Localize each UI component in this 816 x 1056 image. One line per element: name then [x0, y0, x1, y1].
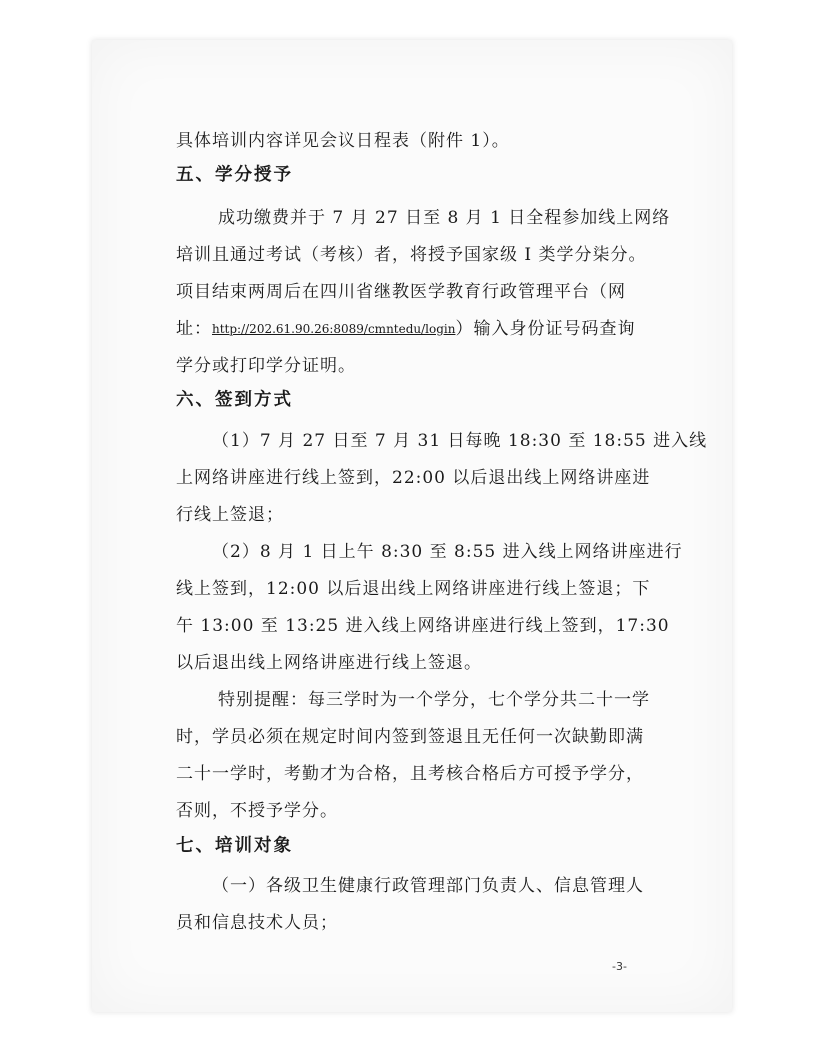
text-line: （2）8 月 1 日上午 8:30 至 8:55 进入线上网络讲座进行	[212, 542, 683, 562]
text-line: （一）各级卫生健康行政管理部门负责人、信息管理人	[212, 876, 644, 896]
text-line: 特别提醒：每三学时为一个学分，七个学分共二十一学	[218, 690, 650, 710]
text-fragment: 址：	[176, 319, 212, 339]
section-heading-credits: 五、学分授予	[176, 165, 293, 185]
section-heading-trainees: 七、培训对象	[176, 836, 293, 856]
text-line: 行线上签退；	[176, 505, 284, 525]
page-number: -3-	[612, 960, 627, 973]
text-line: 线上签到，12:00 以后退出线上网络讲座进行线上签退；下	[176, 579, 651, 599]
text-line: 午 13:00 至 13:25 进入线上网络讲座进行线上签到，17:30	[176, 616, 670, 636]
text-line: 上网络讲座进行线上签到，22:00 以后退出线上网络讲座进	[176, 468, 651, 488]
text-line: 否则，不授予学分。	[176, 801, 338, 821]
text-line: （1）7 月 27 日至 7 月 31 日每晚 18:30 至 18:55 进入线	[212, 431, 708, 451]
text-fragment: ）输入身份证号码查询	[455, 319, 636, 339]
platform-login-link[interactable]: http://202.61.90.26:8089/cmntedu/login	[212, 322, 456, 336]
text-line	[176, 318, 635, 341]
text-line: 以后退出线上网络讲座进行线上签退。	[176, 653, 482, 673]
text-line: 二十一学时，考勤才为合格，且考核合格后方可授予学分，	[176, 764, 644, 784]
text-line: 员和信息技术人员；	[176, 913, 338, 933]
text-line: 培训且通过考试（考核）者，将授予国家级 I 类学分柒分。	[176, 245, 647, 265]
text-line: 成功缴费并于 7 月 27 日至 8 月 1 日全程参加线上网络	[218, 208, 671, 228]
text-line: 学分或打印学分证明。	[176, 356, 356, 376]
text-line: 具体培训内容详见会议日程表（附件 1）。	[176, 131, 510, 151]
section-heading-signin: 六、签到方式	[176, 390, 293, 410]
text-line: 项目结束两周后在四川省继教医学教育行政管理平台（网	[176, 282, 626, 302]
text-line: 时，学员必须在规定时间内签到签退且无任何一次缺勤即满	[176, 727, 644, 747]
